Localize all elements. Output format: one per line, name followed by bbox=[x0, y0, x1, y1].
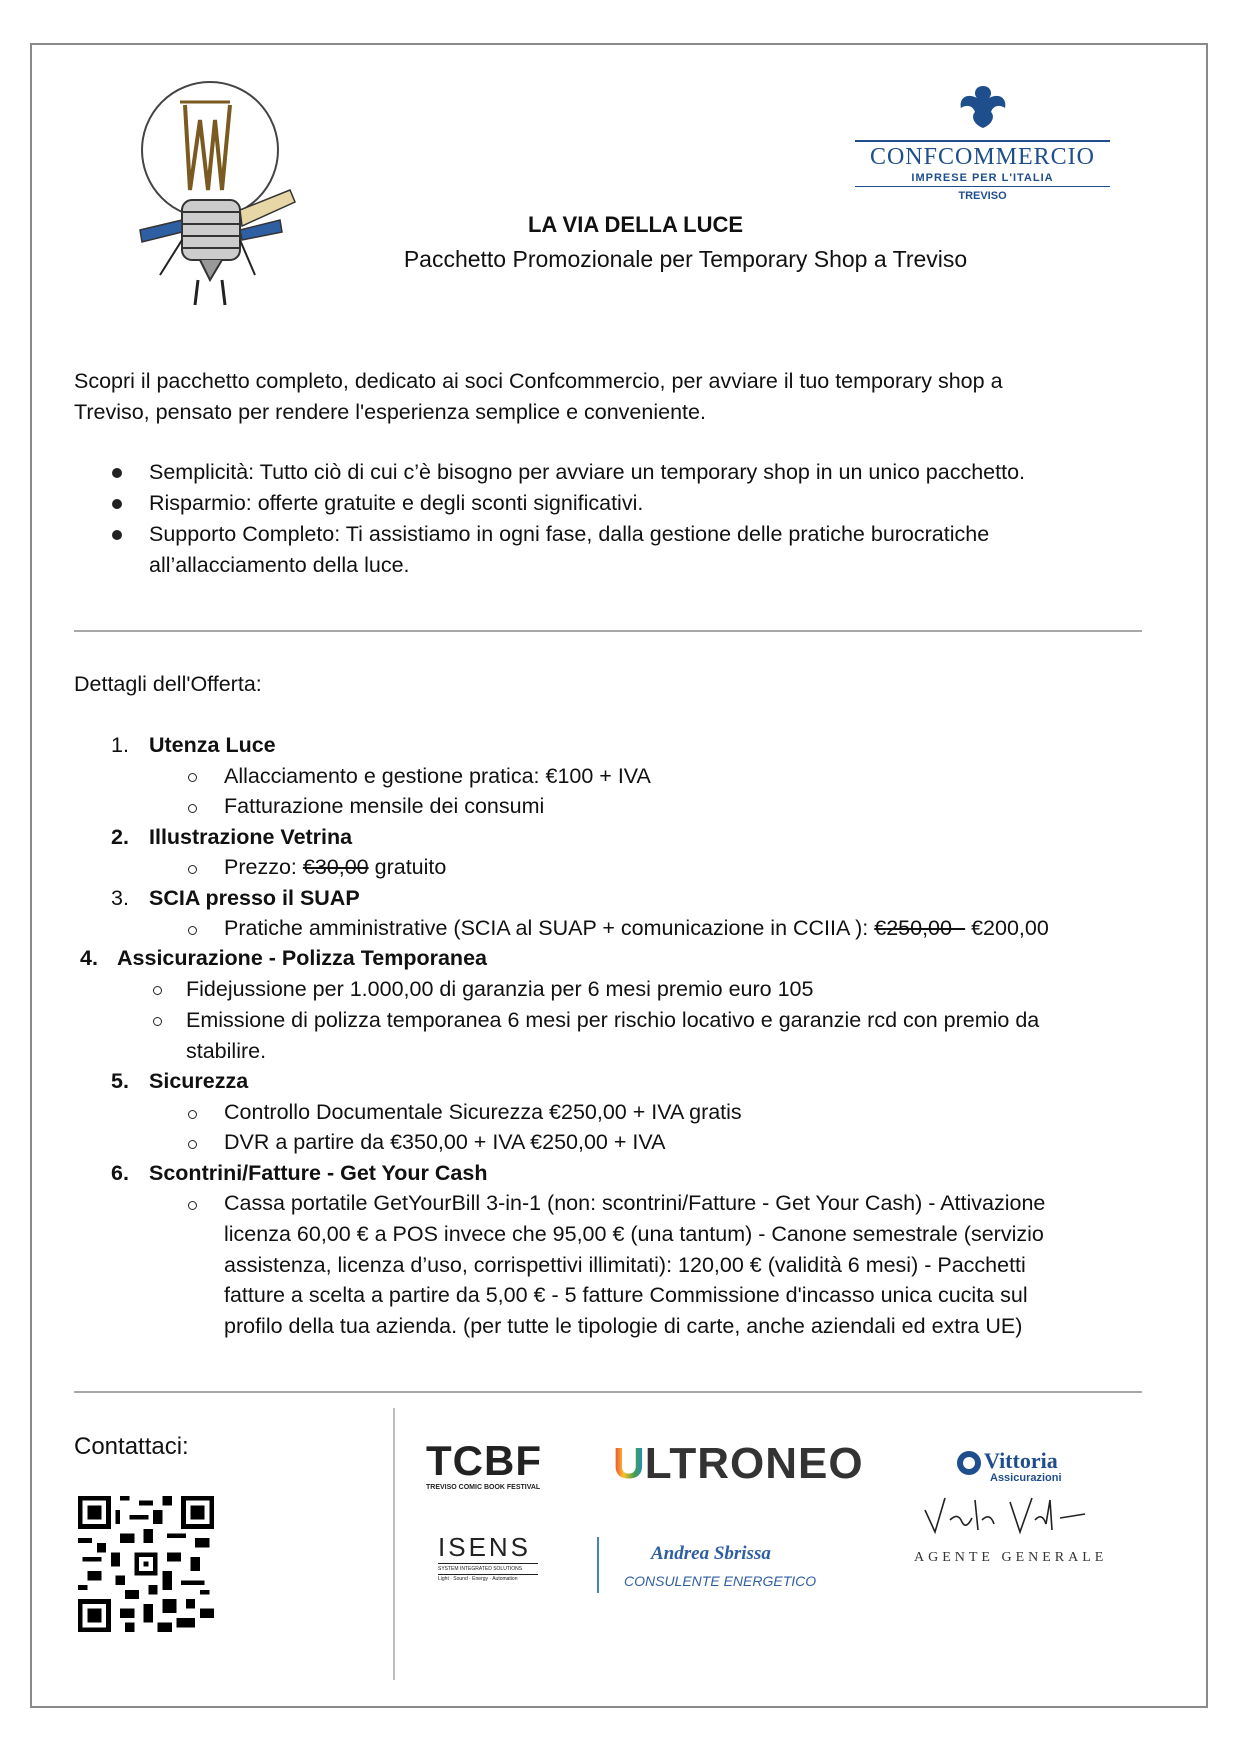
item-line: Allacciamento e gestione pratica: €100 + IVA bbox=[224, 764, 651, 788]
item-line-pratiche: Pratiche amministrative (SCIA al SUAP + comunicazione in CCIIA ): €250,00 - €200,00 bbox=[224, 916, 1049, 940]
circle-bullet bbox=[188, 1110, 197, 1119]
item-line: Cassa portatile GetYourBill 3-in-1 (non: scontrini/Fatture - Get Your Cash) - Attivazione bbox=[224, 1191, 1046, 1215]
item-number: 2. bbox=[111, 825, 129, 849]
page-title: LA VIA DELLA LUCE bbox=[527, 212, 744, 237]
item-line: assistenza, licenza d’uso, corrispettivi illimitati): 120,00 € (validità 6 mesi) - Pacchetti bbox=[224, 1253, 1026, 1277]
consulente-label: CONSULENTE ENERGETICO bbox=[624, 1573, 817, 1589]
ultroneo-u-icon: U bbox=[613, 1439, 645, 1488]
bullet-semplicita: Semplicità: Tutto ciò di cui c’è bisogno per avviare un temporary shop in un unico pacchetto. bbox=[149, 460, 1026, 484]
circle-bullet bbox=[188, 1201, 197, 1210]
circle-bullet bbox=[188, 865, 197, 874]
item-line: stabilire. bbox=[186, 1039, 267, 1063]
confcommercio-city: TREVISO bbox=[958, 190, 1007, 202]
intro-line-1: Scopri il pacchetto completo, dedicato ai soci Confcommercio, per avviare il tuo temporary shop a bbox=[74, 369, 1003, 393]
signature-icon bbox=[920, 1490, 1090, 1540]
page-subtitle: Pacchetto Promozionale per Temporary Shop a Treviso bbox=[403, 246, 968, 272]
andrea-name: Andrea Sbrissa bbox=[651, 1543, 771, 1564]
andrea-bar bbox=[597, 1537, 599, 1593]
tcbf-tagline: TREVISO COMIC BOOK FESTIVAL bbox=[426, 1484, 541, 1491]
item-line: DVR a partire da €350,00 + IVA €250,00 + IVA bbox=[224, 1130, 666, 1154]
tcbf-name: TCBF bbox=[426, 1437, 542, 1484]
bullet-dot bbox=[112, 468, 122, 478]
item-line: Fatturazione mensile dei consumi bbox=[224, 794, 545, 818]
isens-name: ISENS bbox=[438, 1532, 532, 1562]
item-title-sicurezza: Sicurezza bbox=[149, 1069, 249, 1093]
ultroneo-logo bbox=[613, 1440, 864, 1488]
item-line: Fidejussione per 1.000,00 di garanzia per 6 mesi premio euro 105 bbox=[186, 977, 814, 1001]
item-title-illustrazione: Illustrazione Vetrina bbox=[149, 825, 353, 849]
circle-bullet bbox=[188, 773, 197, 782]
item-number: 6. bbox=[111, 1161, 129, 1185]
footer-separator bbox=[393, 1408, 395, 1680]
agente-generale: AGENTE GENERALE bbox=[914, 1550, 1108, 1565]
intro-line-2: Treviso, pensato per rendere l'esperienza semplice e conveniente. bbox=[74, 400, 706, 424]
item-line-prezzo: Prezzo: €30,00 gratuito bbox=[224, 855, 447, 879]
item-line: Emissione di polizza temporanea 6 mesi per rischio locativo e garanzie rcd con premio da bbox=[186, 1008, 1040, 1032]
confcommercio-name: CONFCOMMERCIO bbox=[869, 144, 1096, 170]
contact-label: Contattaci: bbox=[74, 1433, 189, 1460]
item-title-scia: SCIA presso il SUAP bbox=[149, 886, 360, 910]
circle-bullet bbox=[153, 986, 162, 995]
vittoria-name: Vittoria bbox=[984, 1448, 1058, 1473]
vittoria-tagline: Assicurazioni bbox=[990, 1472, 1062, 1484]
confcommercio-tagline: IMPRESE PER L'ITALIA bbox=[911, 172, 1054, 184]
isens-tagline-2: Light · Sound · Energy · Automation bbox=[438, 1574, 538, 1582]
item-number: 4. bbox=[80, 946, 98, 970]
lightbulb-illustration bbox=[130, 80, 310, 310]
item-line: licenza 60,00 € a POS invece che 95,00 € (una tantum) - Canone semestrale (servizio bbox=[224, 1222, 1044, 1246]
item-number: 5. bbox=[111, 1069, 129, 1093]
divider bbox=[74, 630, 1142, 632]
divider bbox=[74, 1391, 1142, 1393]
vittoria-logo bbox=[860, 1420, 1120, 1585]
bullet-supporto-cont: all’allacciamento della luce. bbox=[149, 553, 410, 577]
item-line: fatture a scelta a partire da 5,00 € - 5 fatture Commissione d'incasso unica cucita sul bbox=[224, 1283, 1028, 1307]
circle-bullet bbox=[188, 1140, 197, 1149]
details-heading: Dettagli dell'Offerta: bbox=[74, 672, 262, 696]
circle-bullet bbox=[188, 926, 197, 935]
tcbf-logo bbox=[426, 1437, 556, 1491]
item-title-scontrini: Scontrini/Fatture - Get Your Cash bbox=[149, 1161, 488, 1185]
item-number: 3. bbox=[111, 886, 129, 910]
bullet-supporto: Supporto Completo: Ti assistiamo in ogni fase, dalla gestione delle pratiche burocratiche bbox=[149, 522, 990, 546]
circle-bullet bbox=[153, 1017, 162, 1026]
ultroneo-rest: LTRONEO bbox=[644, 1439, 864, 1488]
eagle-icon bbox=[955, 82, 1011, 132]
circle-bullet bbox=[188, 804, 197, 813]
bullet-dot bbox=[112, 530, 122, 540]
confcommercio-logo bbox=[855, 82, 1110, 207]
isens-logo bbox=[438, 1533, 538, 1582]
isens-tagline: SYSTEM INTEGRATED SOLUTIONS bbox=[438, 1566, 523, 1572]
item-title-utenza-luce: Utenza Luce bbox=[149, 733, 276, 757]
item-number: 1. bbox=[111, 733, 129, 757]
bullet-dot bbox=[112, 499, 122, 509]
item-title-assicurazione: Assicurazione - Polizza Temporanea bbox=[117, 946, 487, 970]
bullet-risparmio: Risparmio: offerte gratuite e degli sconti significativi. bbox=[149, 491, 644, 515]
item-line: profilo della tua azienda. (per tutte le tipologie di carte, anche aziendali ed extra UE) bbox=[224, 1314, 1023, 1338]
vittoria-emblem-icon bbox=[956, 1450, 982, 1476]
qr-code-icon[interactable] bbox=[78, 1495, 214, 1633]
item-line: Controllo Documentale Sicurezza €250,00 + IVA gratis bbox=[224, 1100, 742, 1124]
